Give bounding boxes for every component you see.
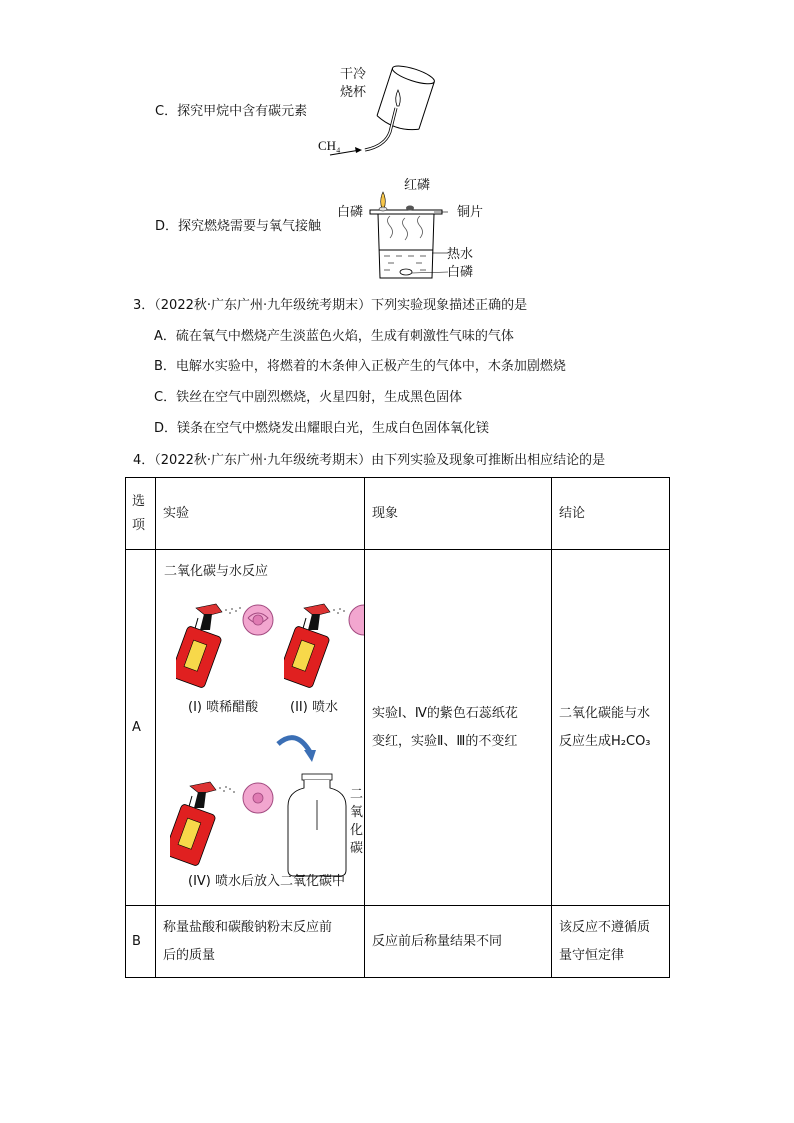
jar-co2-label [350, 786, 364, 858]
spray-bottle-iv [170, 778, 280, 868]
jar-char-3: 化 [350, 823, 364, 838]
row-a-experiment [156, 550, 365, 906]
label-experiment-i: (I) 喷稀醋酸 [188, 700, 259, 715]
header-phenomenon [365, 478, 552, 550]
white-phosphorus-bottom-label: 白磷 [447, 265, 474, 280]
spray-bottle-ii [284, 600, 364, 688]
cup-label-line1: 干冷 [340, 67, 367, 82]
white-phosphorus-top-label: 白磷 [337, 205, 364, 220]
table-header-row [126, 478, 670, 550]
row-a-experiment-title: 二氧化碳与水反应 [164, 564, 269, 579]
row-b-conclusion [552, 906, 670, 978]
row-b-conclusion-line2: 量守恒定律 [559, 947, 625, 963]
header-option-line1: 选 [132, 493, 146, 509]
q4-number: 4． [133, 453, 155, 468]
row-a-conclusion [552, 550, 670, 906]
methane-cup-figure [310, 60, 440, 165]
curved-arrow-icon [274, 730, 318, 770]
table-row-a [126, 550, 670, 906]
q3-source: （2022秋·广东广州·九年级统考期末） [154, 298, 372, 313]
q3-option-a: A．硫在氧气中燃烧产生淡蓝色火焰，生成有刺激性气味的气体 [154, 329, 514, 344]
row-b-experiment-line1: 称量盐酸和碳酸钠粉末反应前 [163, 919, 333, 935]
label-experiment-iv: (IV) 喷水后放入二氧化碳中 [188, 874, 346, 889]
co2-gas-jar [284, 770, 350, 880]
row-a-phenomenon [365, 550, 552, 906]
row-a-phenomenon-line1: 实验Ⅰ、Ⅳ的紫色石蕊纸花 [372, 705, 518, 721]
q3-option-d: D．镁条在空气中燃烧发出耀眼白光，生成白色固体氧化镁 [154, 421, 490, 436]
red-phosphorus-label: 红磷 [404, 178, 431, 193]
q3-number: 3． [133, 298, 155, 313]
table-row-b [126, 906, 670, 978]
copper-sheet-label: 铜片 [457, 205, 484, 220]
q4-source: （2022秋·广东广州·九年级统考期末） [154, 453, 372, 468]
row-a-phenomenon-line2: 变红，实验Ⅱ、Ⅲ的不变红 [372, 733, 518, 749]
header-conclusion [552, 478, 670, 550]
jar-char-2: 氧 [350, 805, 364, 820]
q4-stem-text: 由下列实验及现象可推断出相应结论的是 [371, 453, 606, 468]
combustion-beaker-figure [360, 188, 450, 284]
q3-option-c: C．铁丝在空气中剧烈燃烧，火星四射，生成黑色固体 [154, 390, 463, 405]
row-a-option [126, 550, 156, 906]
q4-table [125, 477, 670, 978]
ch4-label: CH₄ [318, 138, 341, 153]
row-a-conclusion-line1: 二氧化碳能与水 [559, 705, 651, 721]
row-a-conclusion-line2: 反应生成H₂CO₃ [559, 733, 651, 749]
row-b-experiment-line2: 后的质量 [163, 947, 216, 963]
row-b-phenomenon [365, 906, 552, 978]
q3-stem [133, 297, 527, 315]
hot-water-label: 热水 [447, 247, 474, 262]
header-option [126, 478, 156, 550]
header-experiment-text: 实验 [163, 505, 190, 521]
row-b-experiment [156, 906, 365, 978]
header-phenomenon-text: 现象 [372, 505, 399, 521]
cup-label-line2: 烧杯 [340, 85, 367, 100]
header-option-line2: 项 [132, 517, 146, 533]
option-d-label: D．探究燃烧需要与氧气接触 [155, 219, 322, 234]
litmus-flower-i [236, 600, 280, 640]
jar-char-4: 碳 [350, 841, 364, 856]
row-a-option-text: A [132, 719, 141, 735]
row-b-phenomenon-text: 反应前后称量结果不同 [372, 933, 503, 949]
option-c-label: C．探究甲烷中含有碳元素 [155, 104, 308, 119]
row-b-conclusion-line1: 该反应不遵循质 [559, 919, 651, 935]
jar-char-1: 二 [350, 787, 364, 802]
label-experiment-ii: (II) 喷水 [290, 700, 338, 715]
header-conclusion-text: 结论 [559, 505, 586, 521]
row-b-option [126, 906, 156, 978]
q3-option-b: B．电解水实验中，将燃着的木条伸入正极产生的气体中，木条加剧燃烧 [154, 359, 566, 374]
q3-stem-text: 下列实验现象描述正确的是 [371, 298, 528, 313]
header-experiment [156, 478, 365, 550]
row-b-option-text: B [132, 933, 141, 949]
q4-stem [133, 452, 605, 470]
